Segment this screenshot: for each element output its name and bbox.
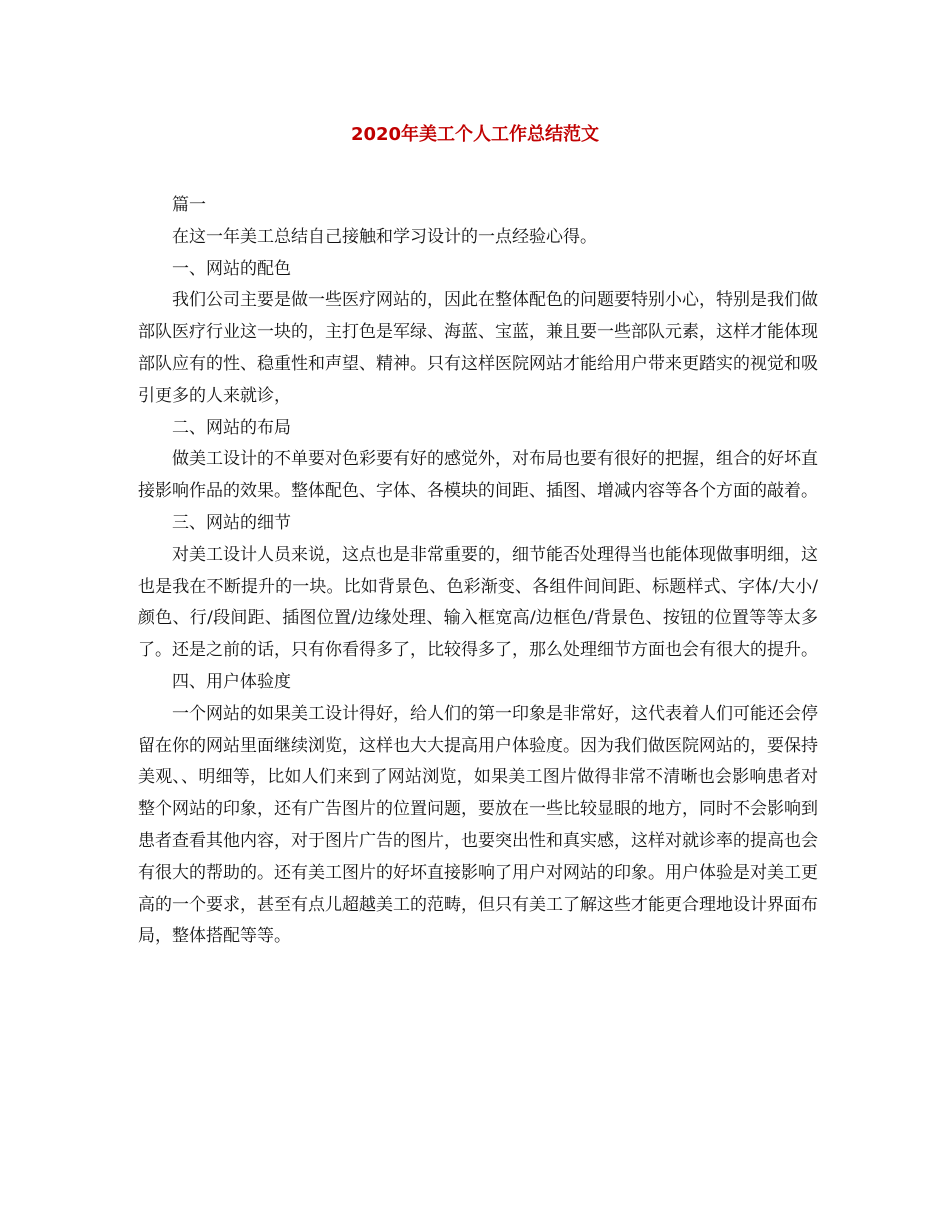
- document-body: [138, 190, 818, 953]
- heading-details: 三、网站的细节: [172, 512, 291, 533]
- document-title: 2020年美工个人工作总结范文: [350, 124, 600, 145]
- paragraph-details: 对美工设计人员来说，这点也是非常重要的，细节能否处理得当也能体现做事明细，这也是我在不断提升的一块。比如背景色、色彩渐变、各组件间间距、标题样式、字体/大小/颜色、行/段间距、插图位置/边缘处理、输入框宽高/边框色/背景色、按钮的位置等等太多了。还是之前的话，只有你看得多了，比较得多了，那么处理细节方面也会有很大的提升。: [138, 544, 818, 661]
- paragraph-color-scheme: 我们公司主要是做一些医疗网站的，因此在整体配色的问题要特别小心，特别是我们做部队医疗行业这一块的，主打色是军绿、海蓝、宝蓝，兼且要一些部队元素，这样才能体现部队应有的性、稳重性和声望、精神。只有这样医院网站才能给用户带来更踏实的视觉和吸引更多的人来就诊，: [138, 290, 818, 406]
- intro-paragraph: 在这一年美工总结自己接触和学习设计的一点经验心得。: [172, 226, 597, 247]
- paragraph-user-experience: 一个网站的如果美工设计得好，给人们的第一印象是非常好，这代表着人们可能还会停留在你的网站里面继续浏览，这样也大大提高用户体验度。因为我们做医院网站的，要保持美观、、明细等，比如人们来到了网站浏览，如果美工图片做得非常不清晰也会影响患者对整个网站的印象，还有广告图片的位置问题，要放在一些比较显眼的地方，同时不会影响到患者查看其他内容，对于图片广告的图片，也要突出性和真实感，这样对就诊率的提高也会有很大的帮助的。还有美工图片的好坏直接影响了用户对网站的印象。用户体验是对美工更高的一个要求，甚至有点儿超越美工的范畴，但只有美工了解这些才能更合理地设计界面布局，整体搭配等等。: [138, 703, 818, 947]
- heading-layout: 二、网站的布局: [172, 417, 291, 438]
- paragraph-layout: 做美工设计的不单要对色彩要有好的感觉外，对布局也要有很好的把握，组合的好坏直接影响作品的效果。整体配色、字体、各模块的间距、插图、增减内容等各个方面的敲着。: [138, 449, 818, 502]
- heading-color-scheme: 一、网站的配色: [172, 258, 291, 279]
- heading-user-experience: 四、用户体验度: [172, 671, 291, 692]
- section-label-part-one: 篇一: [172, 195, 206, 215]
